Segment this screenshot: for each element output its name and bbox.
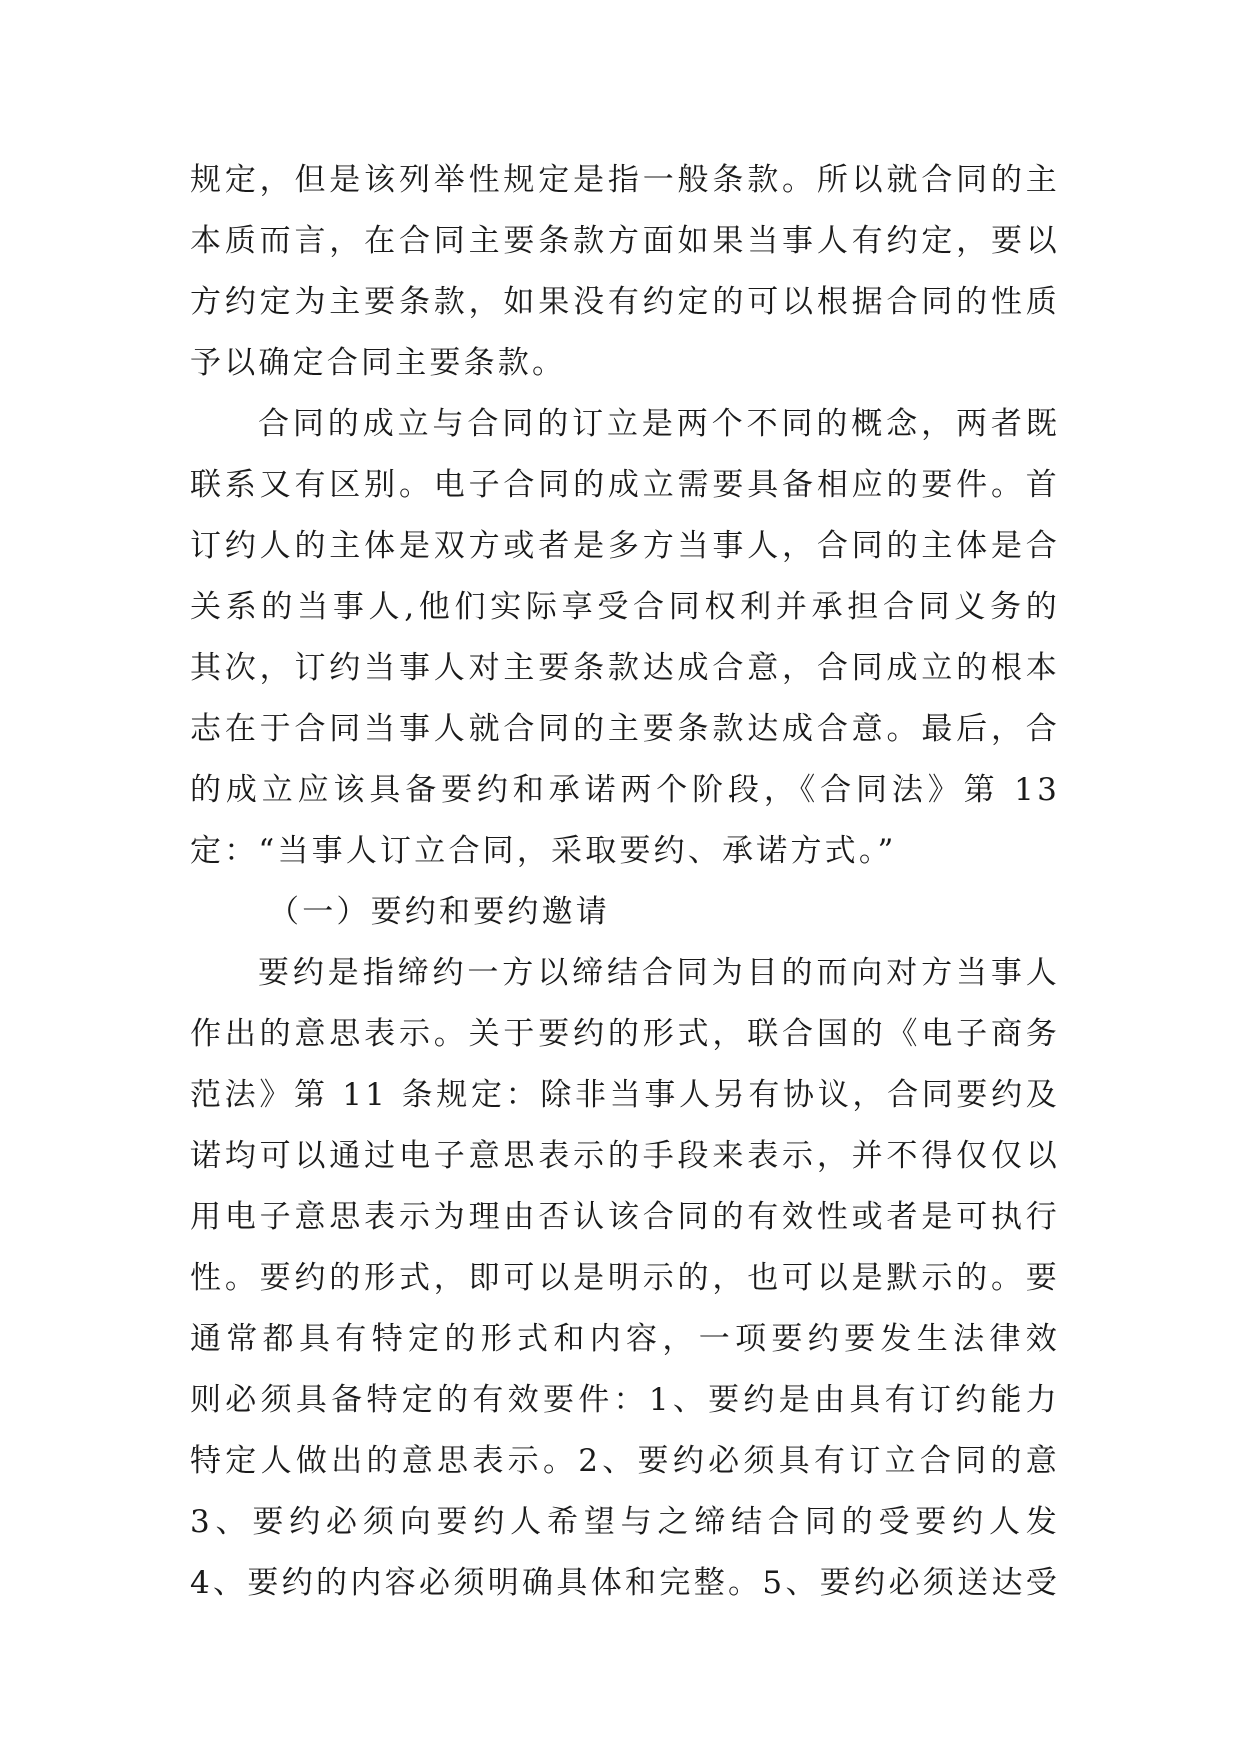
text-line: 作出的意思表示。关于要约的形式，联合国的《电子商务 <box>190 1016 1060 1052</box>
text-line: 3、要约必须向要约人希望与之缔结合同的受要约人发 <box>190 1504 1060 1540</box>
paragraph-first-line: 合同的成立与合同的订立是两个不同的概念，两者既 <box>258 406 1060 442</box>
text-line: 则必须具备特定的有效要件：1、要约是由具有订约能力 <box>190 1382 1060 1418</box>
text-line: 性。要约的形式，即可以是明示的，也可以是默示的。要 <box>190 1260 1060 1296</box>
text-line: 4、要约的内容必须明确具体和完整。5、要约必须送达受 <box>190 1565 1060 1601</box>
text-line: 通常都具有特定的形式和内容，一项要约要发生法律效 <box>190 1321 1060 1357</box>
text-line: 订约人的主体是双方或者是多方当事人，合同的主体是合 <box>190 528 1060 564</box>
section-heading: （一）要约和要约邀请 <box>268 894 610 930</box>
text-line: 关系的当事人,他们实际享受合同权利并承担合同义务的 <box>190 589 1060 625</box>
body-text <box>190 150 1060 1614</box>
text-line: 特定人做出的意思表示。2、要约必须具有订立合同的意 <box>190 1443 1060 1479</box>
text-line: 的成立应该具备要约和承诺两个阶段，《合同法》第 13 <box>190 772 1060 808</box>
text-line: 用电子意思表示为理由否认该合同的有效性或者是可执行 <box>190 1199 1060 1235</box>
text-line: 诺均可以通过电子意思表示的手段来表示，并不得仅仅以 <box>190 1138 1060 1174</box>
text-line: 范法》第 11 条规定：除非当事人另有协议，合同要约及 <box>190 1077 1060 1113</box>
text-line: 定：“当事人订立合同，采取要约、承诺方式。” <box>190 833 897 869</box>
text-line: 规定，但是该列举性规定是指一般条款。所以就合同的主 <box>190 162 1060 198</box>
text-line: 其次，订约当事人对主要条款达成合意，合同成立的根本 <box>190 650 1060 686</box>
text-line: 志在于合同当事人就合同的主要条款达成合意。最后，合 <box>190 711 1060 747</box>
text-line: 联系又有区别。电子合同的成立需要具备相应的要件。首 <box>190 467 1060 503</box>
text-line: 予以确定合同主要条款。 <box>190 345 567 381</box>
text-line: 方约定为主要条款，如果没有约定的可以根据合同的性质 <box>190 284 1060 320</box>
paragraph-first-line: 要约是指缔约一方以缔结合同为目的而向对方当事人 <box>258 955 1060 991</box>
text-line: 本质而言，在合同主要条款方面如果当事人有约定，要以 <box>190 223 1060 259</box>
